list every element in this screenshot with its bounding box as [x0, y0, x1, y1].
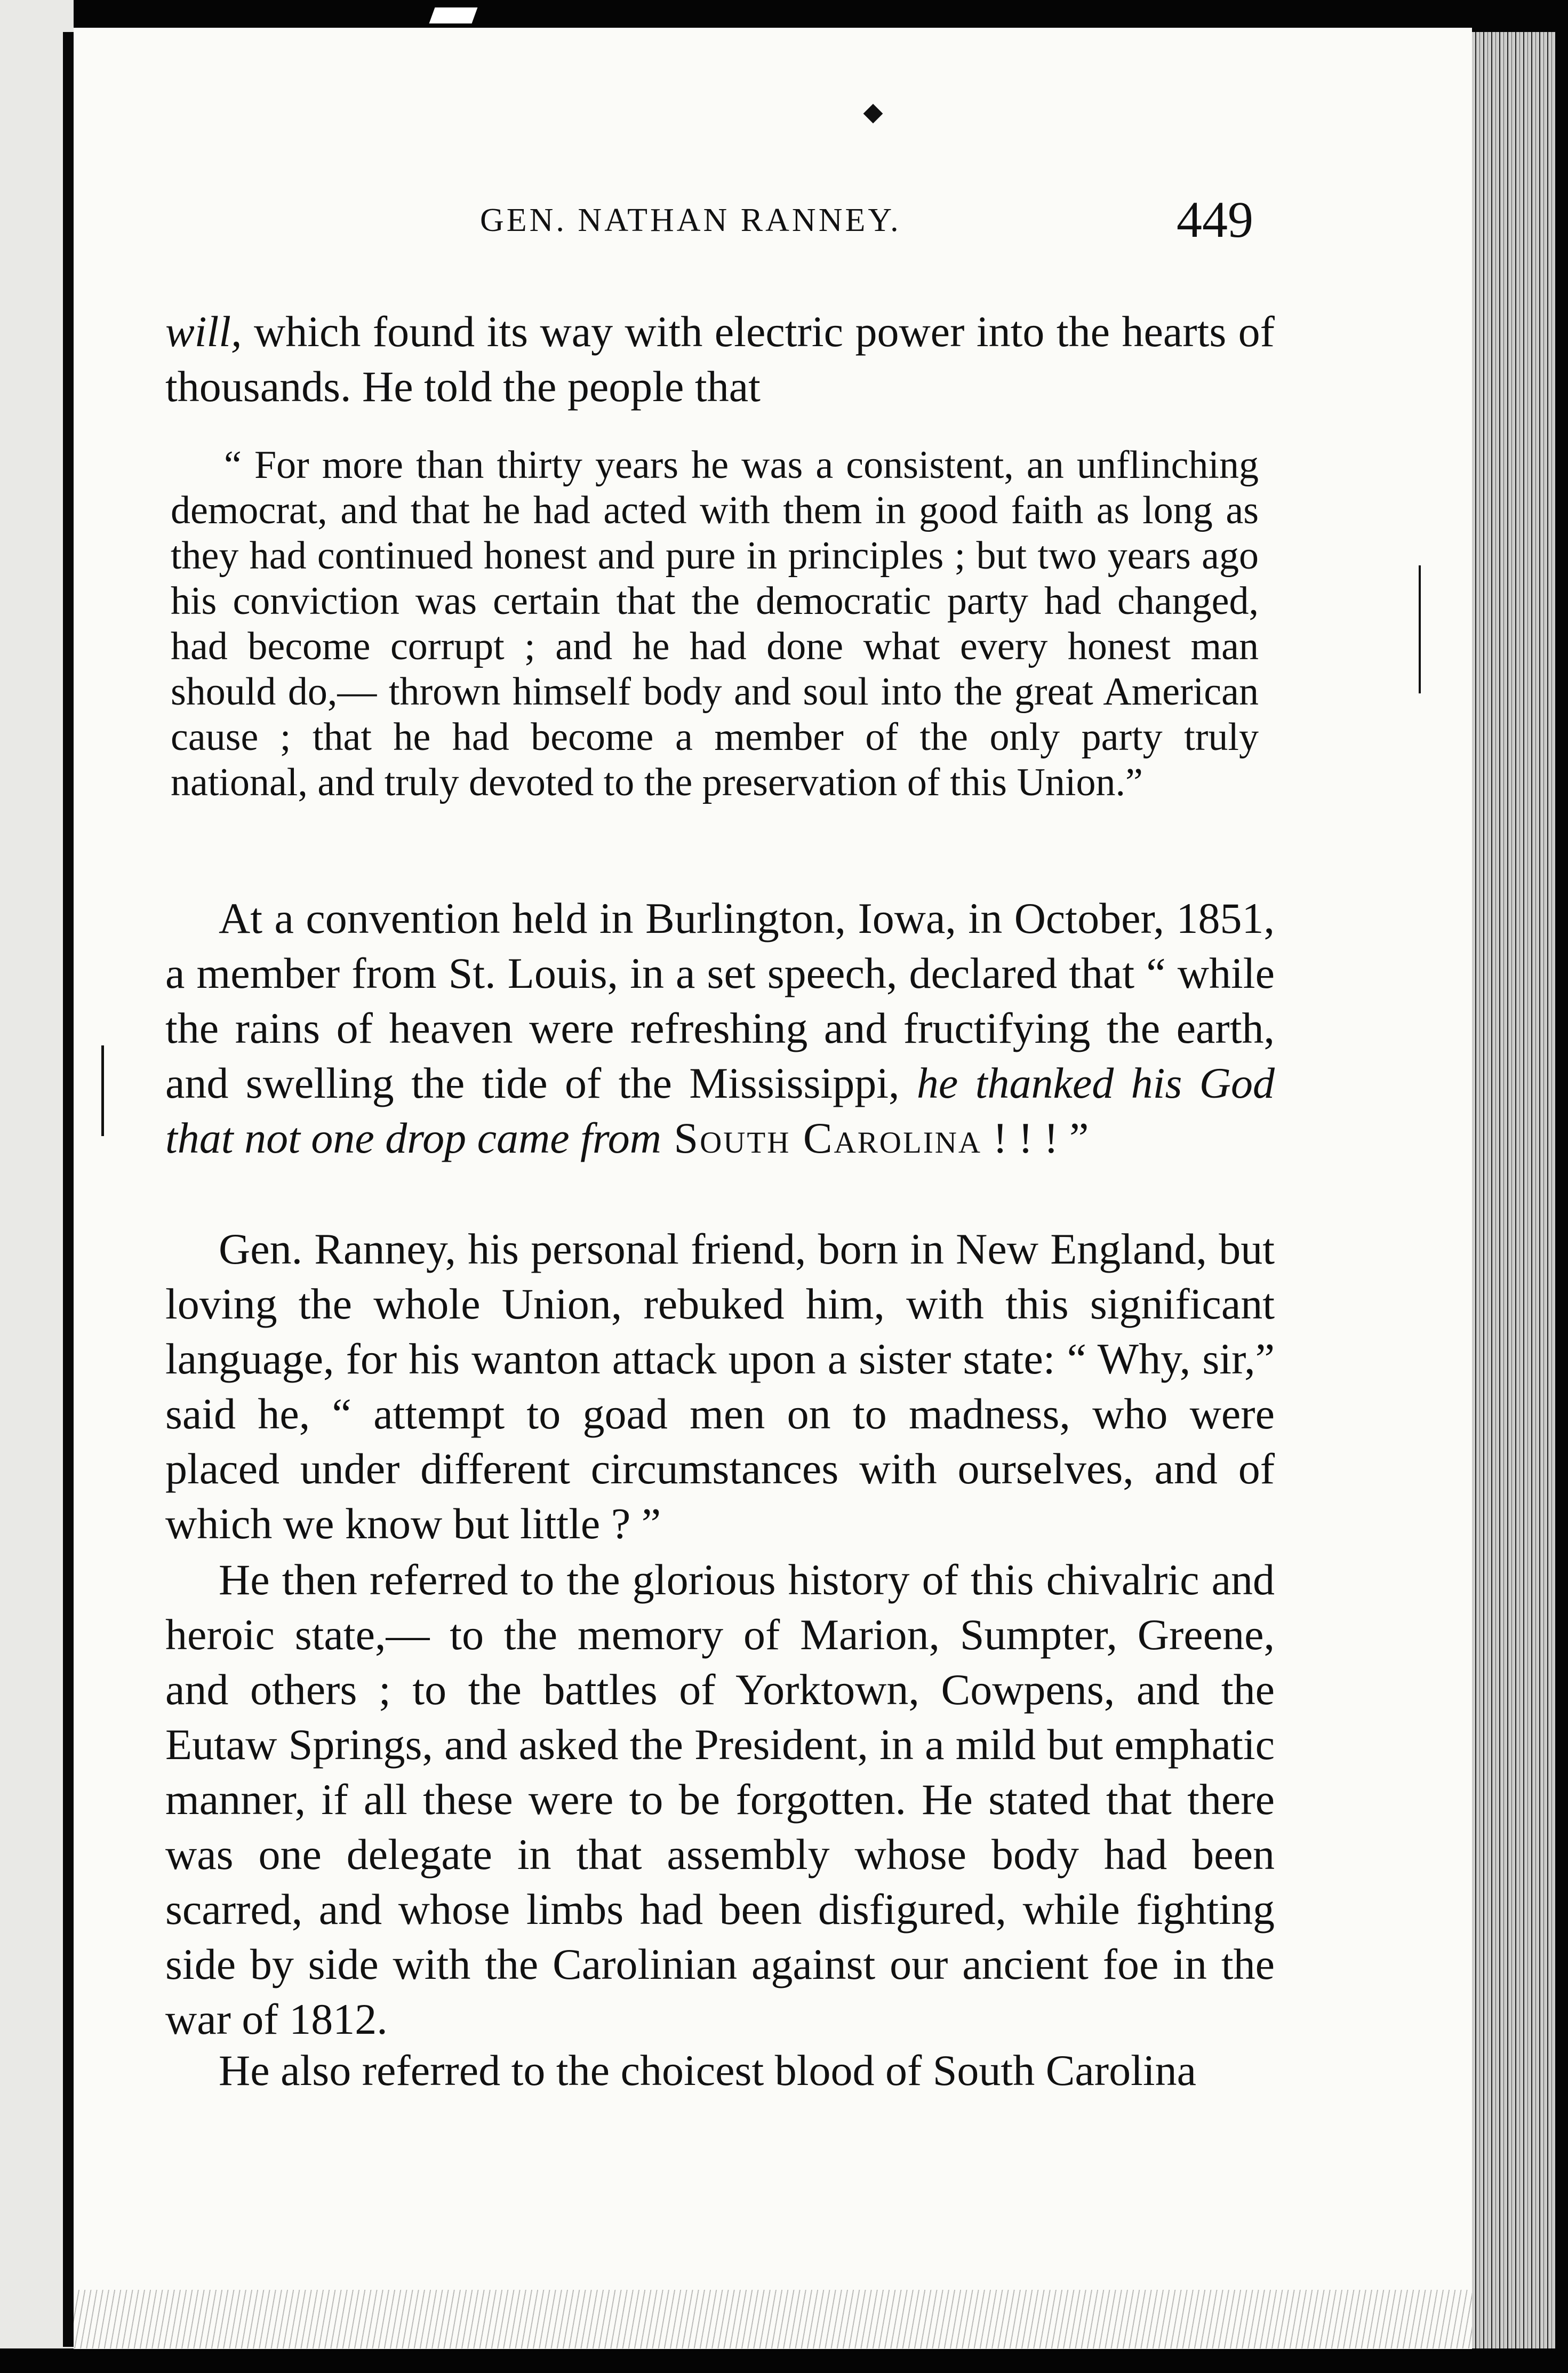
paragraph-history: He then referred to the glorious history of this chivalric and heroic state,— to the memory of Marion, Sumpter, Greene, and others ; to the battles of Yorktown, Cowpens, and the Eutaw Springs, and asked the President, in a mild but emphatic manner, if all these were to be forgotten. He stated that there was one delegate in that assembly whose body had been scarred, and whose limbs had been disfigured, while fighting side by side with the Carolinian against our ancient foe in the war of 1812.: [165, 1555, 1275, 2043]
italic-quote: he thanked his God that not one drop came from: [165, 1059, 1275, 1162]
paragraph-text: which found its way with electric power into the hearts of thousands. He told the people that: [165, 307, 1275, 411]
page-bottom-speckle: [74, 2290, 1472, 2348]
paragraph-convention: [165, 891, 1275, 1165]
scan-tab-mark: [429, 7, 478, 23]
block-quote: “ For more than thirty years he was a consistent, an unflinching democrat, and that he had acted with them in good faith as long as they had continued honest and pure in principles ; but two years ago his conviction was certain that the democratic party had changed, had become corrupt ; and he had done what every honest man should do,— thrown himself body and soul into the great American cause ; that he had become a member of the only party truly national, and truly devoted to the preservation of this Union.”: [171, 443, 1259, 804]
italic-lead-word: will,: [165, 307, 242, 356]
gutter-shadow: [63, 32, 75, 2347]
scan-right-border: [1555, 32, 1568, 2373]
smallcaps-state-name: South Carolina: [661, 1114, 982, 1162]
page-number: 449: [1177, 191, 1253, 248]
margin-pencil-bracket: [101, 1045, 104, 1136]
paragraph-continuation: [165, 304, 1275, 414]
margin-pencil-line: [1419, 565, 1421, 693]
scan-bottom-border: [0, 2348, 1568, 2373]
paragraph-rebuke: Gen. Ranney, his personal friend, born in New England, but loving the whole Union, rebuked him, with this significant language, for his wanton attack upon a sister state: “ Why, sir,” said he, “ attempt to goad men on to madness, who were placed under different circumstances with ourselves, and of which we know but little ? ”: [165, 1225, 1275, 1548]
page-header: [469, 186, 1253, 250]
book-gutter: [0, 0, 74, 2373]
quote-tail: ! ! ! ”: [982, 1114, 1089, 1162]
running-head: GEN. NATHAN RANNEY.: [480, 202, 901, 238]
scan-top-border: [0, 0, 1568, 30]
paragraph-text: At a convention held in Burlington, Iowa, in October, 1851, a member from St. Louis, in a set speech, declared that “ while the rains of heaven were refreshing and fructifying the earth, and swelling the tide of the Mississippi,: [165, 894, 1275, 1107]
paragraph-final-line: He also referred to the choicest blood of South Carolina: [219, 2046, 1197, 2095]
